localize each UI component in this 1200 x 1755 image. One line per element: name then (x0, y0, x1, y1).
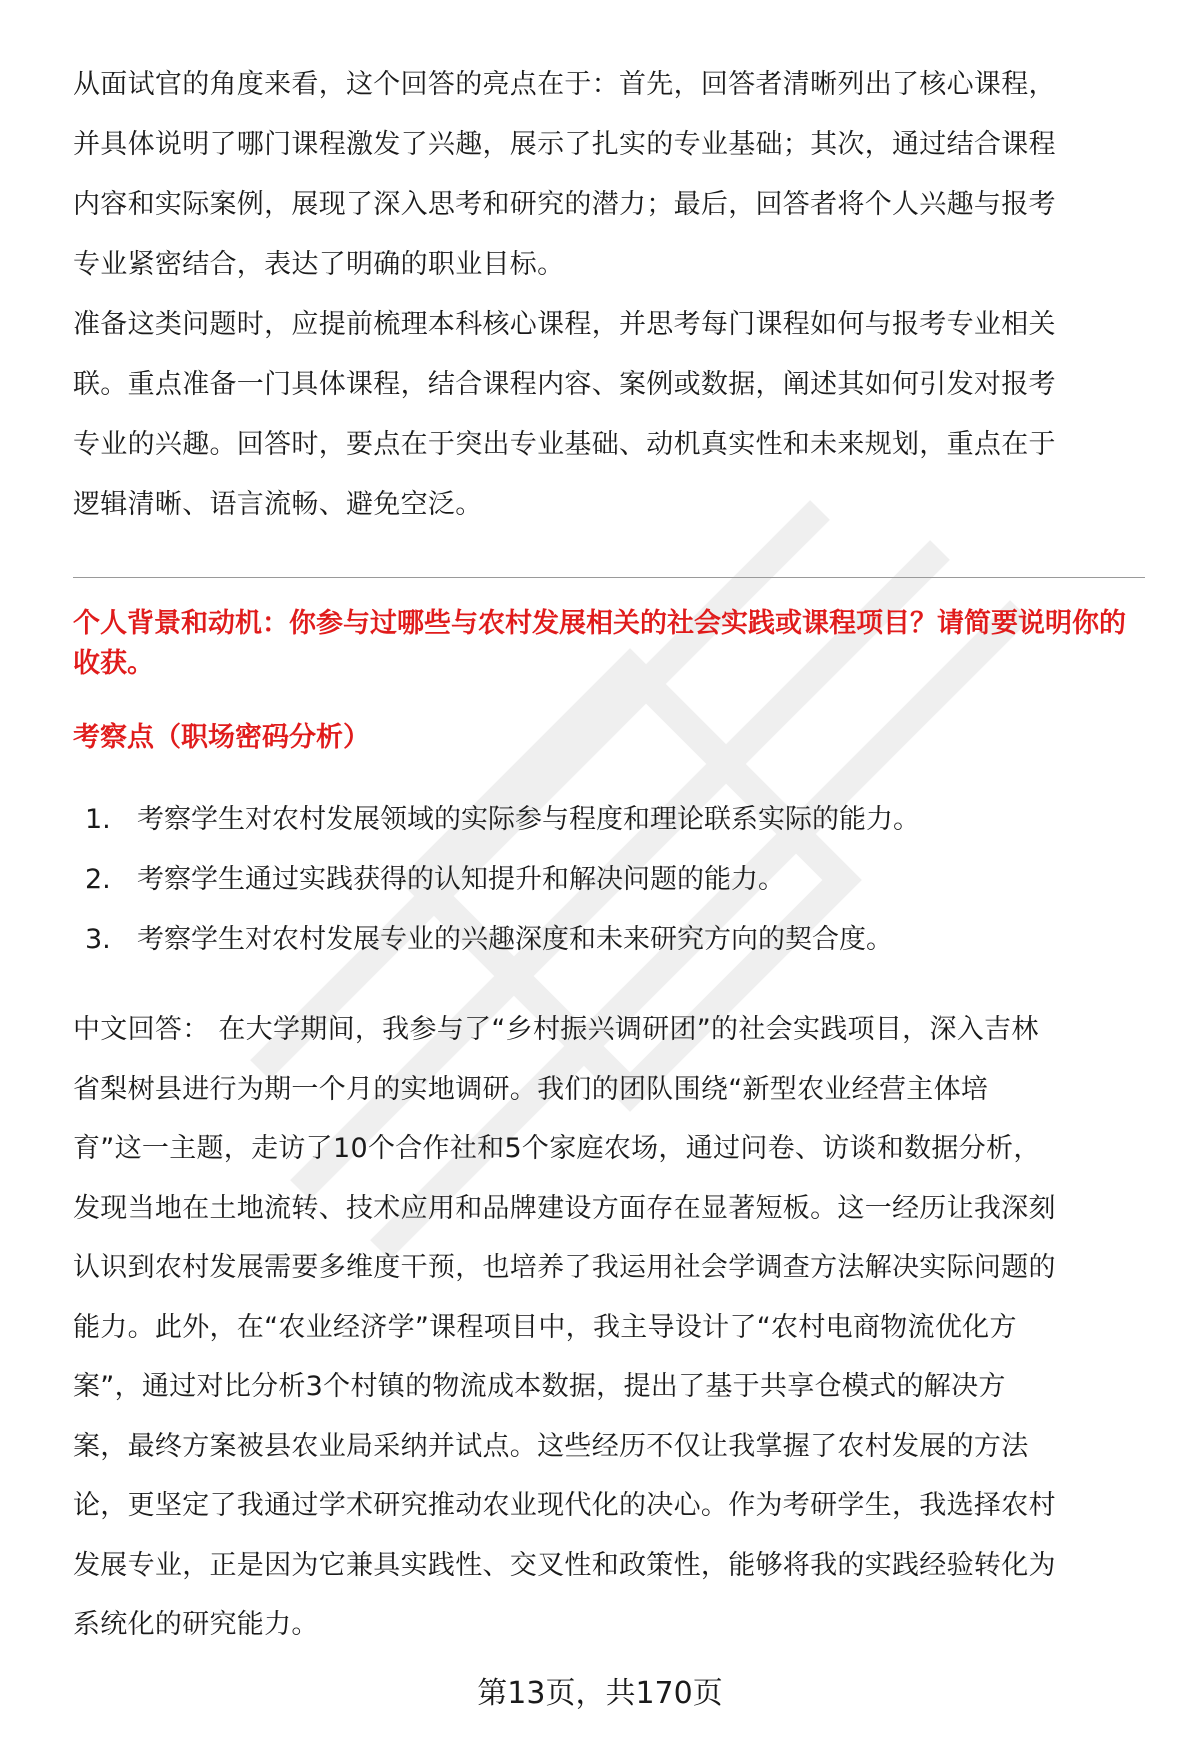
answer-line: 省梨树县进行为期一个月的实地调研。我们的团队围绕“新型农业经营主体培 (73, 1073, 989, 1105)
intro-line: 联。重点准备一门具体课程，结合课程内容、案例或数据，阐述其如何引发对报考 (73, 369, 1056, 400)
intro-line: 从面试官的角度来看，这个回答的亮点在于：首先，回答者清晰列出了核心课程， (73, 69, 1056, 100)
list-number: 3. (85, 924, 111, 955)
question-title: 个人背景和动机：你参与过哪些与农村发展相关的社会实践或课程项目？请简要说明你的收获。 (73, 608, 1126, 679)
intro-line: 准备这类问题时，应提前梳理本科核心课程，并思考每门课程如何与报考专业相关 (73, 309, 1056, 340)
answer-line: 案，最终方案被县农业局采纳并试点。这些经历不仅让我掌握了农村发展的方法 (73, 1430, 1029, 1462)
section-divider (73, 577, 1145, 578)
intro-line: 专业的兴趣。回答时，要点在于突出专业基础、动机真实性和未来规划，重点在于 (73, 429, 1056, 460)
answer-line: 案”，通过对比分析3个村镇的物流成本数据，提出了基于共享仓模式的解决方 (73, 1371, 1006, 1402)
list-text: 考察学生对农村发展专业的兴趣深度和未来研究方向的契合度。 (137, 924, 893, 955)
answer-line: 育”这一主题，走访了10个合作社和5个家庭农场，通过问卷、访谈和数据分析， (73, 1133, 1041, 1164)
answer-line: 发现当地在土地流转、技术应用和品牌建设方面存在显著短板。这一经历让我深刻 (73, 1192, 1056, 1224)
intro-line: 逻辑清晰、语言流畅、避免空泛。 (73, 489, 483, 520)
list-item (73, 910, 1145, 970)
assessment-list (73, 790, 1145, 970)
answer-section (73, 1000, 1153, 1655)
list-text: 考察学生对农村发展领域的实际参与程度和理论联系实际的能力。 (137, 804, 920, 835)
list-item (73, 790, 1145, 850)
answer-line: 认识到农村发展需要多维度干预，也培养了我运用社会学调查方法解决实际问题的 (73, 1252, 1056, 1283)
list-item (73, 850, 1145, 910)
intro-section (73, 55, 1145, 535)
list-text: 考察学生通过实践获得的认知提升和解决问题的能力。 (137, 864, 785, 895)
list-number: 1. (85, 804, 111, 835)
intro-line: 内容和实际案例，展现了深入思考和研究的潜力；最后，回答者将个人兴趣与报考 (73, 189, 1056, 220)
list-number: 2. (85, 864, 111, 895)
answer-line: 论，更坚定了我通过学术研究推动农业现代化的决心。作为考研学生，我选择农村 (73, 1490, 1056, 1521)
answer-line: 系统化的研究能力。 (73, 1609, 319, 1640)
answer-line: 发展专业，正是因为它兼具实践性、交叉性和政策性，能够将我的实践经验转化为 (73, 1549, 1056, 1581)
answer-line: 中文回答： 在大学期间，我参与了“乡村振兴调研团”的社会实践项目，深入吉林 (73, 1014, 1039, 1045)
answer-line: 能力。此外，在“农业经济学”课程项目中，我主导设计了“农村电商物流优化方 (73, 1311, 1017, 1343)
intro-line: 并具体说明了哪门课程激发了兴趣，展示了扎实的专业基础；其次，通过结合课程 (73, 129, 1056, 160)
intro-line: 专业紧密结合，表达了明确的职业目标。 (73, 249, 565, 280)
assessment-heading: 考察点（职场密码分析） (73, 722, 370, 753)
page-number: 第13页，共170页 (477, 1676, 723, 1711)
